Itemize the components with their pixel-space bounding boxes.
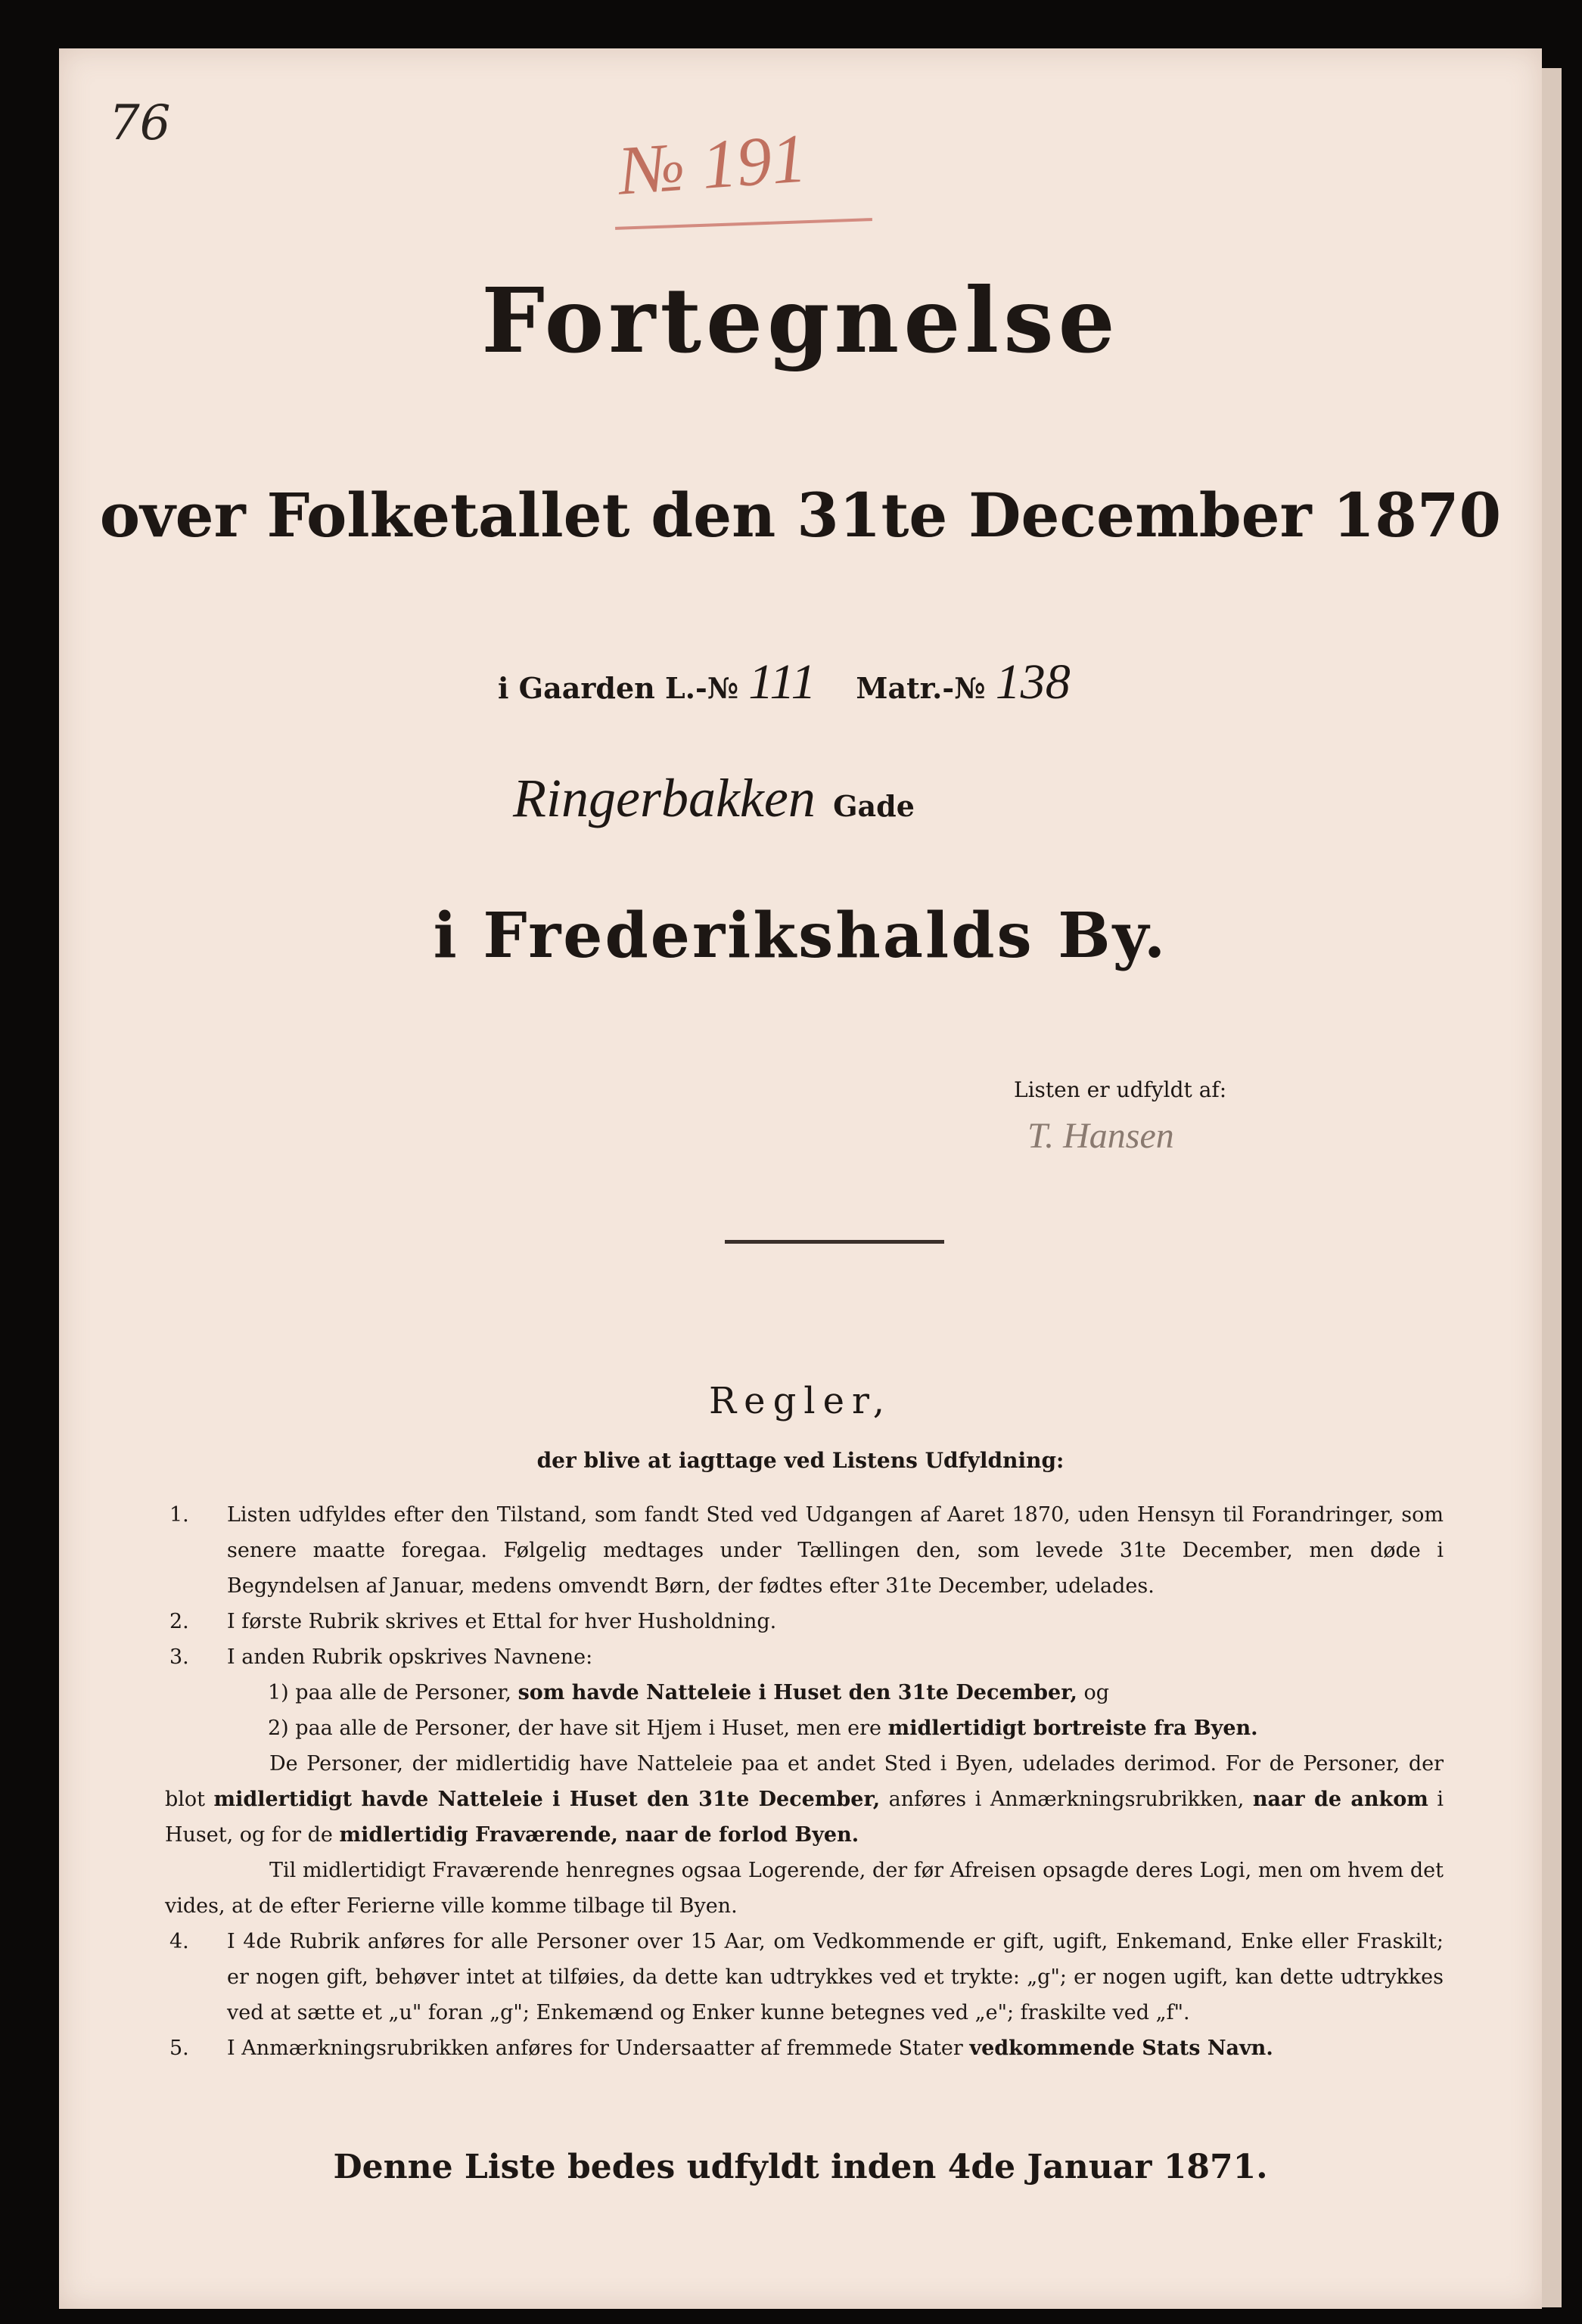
rule-item — [165, 1924, 1444, 2030]
rule-paragraph — [165, 1746, 1444, 1853]
rule-number: 1. — [169, 1503, 189, 1527]
rule-item — [165, 1497, 1444, 1604]
rule-paragraph: Til midlertidigt Fraværende henregnes ogsaa Logerende, der før Afreisen opsagde deres Logi, men om hvem det vides, at de efter Ferierne ville komme tilbage til Byen. — [165, 1859, 1444, 1918]
rule-text: I Anmærkningsrubrikken anføres for Undersaatter af fremmede Stater — [227, 2037, 963, 2060]
farm-address-line — [498, 654, 1071, 711]
rule-text: Listen udfyldes efter den Tilstand, som fandt Sted ved Udgangen af Aaret 1870, uden Hensyn til Forandringer, som senere maatte foregaa. Følgelig medtages under Tællingen den, som levede 31te December, men døde i Begyndelsen af Januar, medens omvendt Børn, der fødtes efter 31te December, udelades. — [227, 1503, 1444, 1598]
subitem-emphasis: som havde Natteleie i Huset den 31te December, — [517, 1681, 1077, 1704]
page-edge — [1540, 68, 1562, 2307]
deadline-note: Denne Liste bedes udfyldt inden 4de Januar 1871. — [333, 2148, 1268, 2186]
divider — [725, 1240, 944, 1244]
paragraph-emphasis: midlertidigt havde Natteleie i Huset den 31te December, — [213, 1788, 881, 1811]
subitem-text: 1) paa alle de Personer, — [268, 1681, 511, 1704]
rule-number: 5. — [169, 2037, 189, 2060]
rule-item — [165, 1639, 1444, 1675]
paragraph-text: De Personer, der midlertidig have Natteleie paa et andet Sted i Byen, udelades derimod. For de Personer, der blot — [165, 1752, 1444, 1811]
rules-subheading: der blive at iagttage ved Listens Udfyldning: — [536, 1448, 1065, 1473]
matr-value: 138 — [995, 654, 1071, 710]
street-suffix: Gade — [833, 789, 915, 823]
matr-label: Matr.-№ — [856, 671, 986, 705]
rules-list — [165, 1497, 1444, 2066]
page-title: Fortegnelse — [481, 268, 1120, 373]
rule-item — [165, 2030, 1444, 2066]
list-number-stamp: № 191 — [616, 119, 810, 210]
rule-number: 3. — [169, 1645, 189, 1669]
rule-subitem — [165, 1710, 1444, 1746]
subitem-emphasis: midlertidigt bortreiste fra Byen. — [887, 1717, 1258, 1740]
paragraph-text: anføres i Anmærkningsrubrikken, — [888, 1788, 1245, 1811]
rule-subitem — [165, 1675, 1444, 1710]
subitem-text: 2) paa alle de Personer, der have sit Hjem i Huset, men ere — [268, 1717, 882, 1740]
paragraph-text: i Huset, og for de — [165, 1788, 1444, 1847]
street-line — [513, 767, 915, 830]
rule-number: 4. — [169, 1930, 189, 1953]
lno-label: L.-№ — [665, 671, 739, 705]
rule-text: I 4de Rubrik anføres for alle Personer over 15 Aar, om Vedkommende er gift, ugift, Enkemand, Enke eller Fraskilt; er nogen gift, behøver intet at tilføies, da dette kan udtrykkes ved et trykte: „g"; er nogen ugift, kan dette udtrykkes ved at sætte et „u" foran „g"; Enkemænd og Enker kunne betegnes ved „e"; fraskilte ved „f". — [227, 1930, 1444, 2024]
rule-emphasis: vedkommende Stats Navn. — [969, 2037, 1273, 2060]
lno-value: 111 — [748, 654, 816, 710]
street-value: Ringerbakken — [513, 768, 816, 828]
paragraph-emphasis: naar de ankom — [1252, 1788, 1428, 1811]
signature: T. Hansen — [1027, 1116, 1174, 1156]
page-subtitle: over Folketallet den 31te December 1870 — [99, 480, 1502, 551]
filled-by-label: Listen er udfyldt af: — [1014, 1077, 1227, 1102]
paragraph-emphasis: midlertidig Fraværende, naar de forlod Byen. — [339, 1823, 859, 1847]
rule-text: I første Rubrik skrives et Ettal for hver Husholdning. — [227, 1610, 777, 1633]
census-form-page — [59, 48, 1542, 2309]
rules-heading: Regler, — [709, 1380, 892, 1422]
rule-text: I anden Rubrik opskrives Navnene: — [227, 1645, 593, 1669]
subitem-text: og — [1083, 1681, 1109, 1704]
town-line: i Frederikshalds By. — [433, 899, 1168, 972]
rule-item — [165, 1604, 1444, 1639]
red-underline — [615, 218, 872, 230]
farm-prefix: i Gaarden — [498, 671, 655, 705]
corner-number: 76 — [109, 95, 171, 151]
rule-number: 2. — [169, 1610, 189, 1633]
